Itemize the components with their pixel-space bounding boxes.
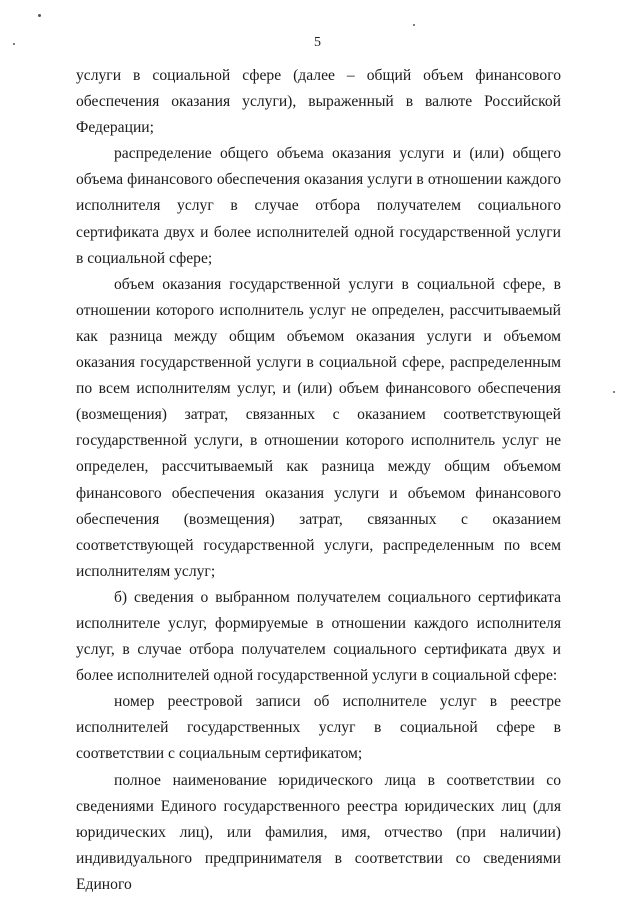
paragraph: номер реестровой записи об исполнителе услуг в реестре исполнителей государственных услуг в социальной сфере в соответствии с социальным сертификатом;: [76, 693, 561, 763]
page-number: 5: [314, 35, 321, 50]
paragraph: распределение общего объема оказания услуги и (или) общего объема финансового обеспечения оказания услуги в отношении каждого исполнителя услуг в случае отбора получателем социального сертификата двух и более исполнителей одной государственной услуги в социальной сфере;: [76, 145, 561, 267]
paragraph: полное наименование юридического лица в соответствии со сведениями Единого государственного реестра юридических лиц (для юридических лиц), или фамилия, имя, отчество (при наличии) индивидуального предпринимателя в соответствии со сведениями Единого: [76, 771, 561, 893]
body-text: [76, 63, 561, 898]
paragraph: услуги в социальной сфере (далее – общий объем финансового обеспечения оказания услуги), выраженный в валюте Российской Федерации;: [76, 67, 561, 137]
scan-speck: [38, 14, 41, 17]
paragraph: объем оказания государственной услуги в социальной сфере, в отношении которого исполнитель услуг не определен, рассчитываемый как разница между общим объемом оказания услуги и объемом оказания государственной услуги в социальной сфере, распределенным по всем исполнителям услуг, и (или) объем финансового обеспечения (возмещения) затрат, связанных с оказанием соответствующей государственной услуги, в отношении которого исполнитель услуг не определен, рассчитываемый как разница между общим объемом финансового обеспечения оказания услуги и объемом финансового обеспечения (возмещения) затрат, связанных с оказанием соответствующей государственной услуги, распределенным по всем исполнителям услуг;: [76, 275, 561, 580]
scan-speck: [413, 24, 415, 26]
scan-speck: [613, 391, 615, 393]
paragraph: б) сведения о выбранном получателем социального сертификата исполнителе услуг, формируемые в отношении каждого исполнителя услуг, в случае отбора получателем социального сертификата двух и более исполнителей одной государственной услуги в социальной сфере:: [76, 588, 561, 685]
